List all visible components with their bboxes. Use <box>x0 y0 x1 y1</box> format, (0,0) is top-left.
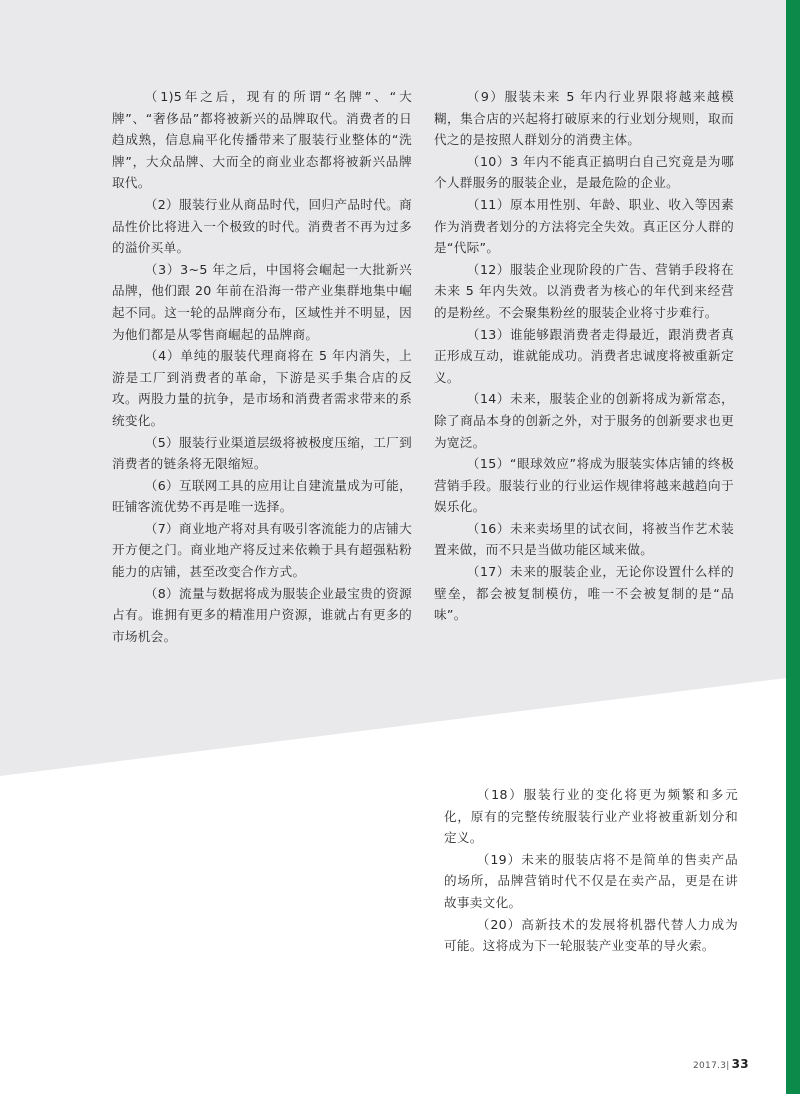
item-17: （17）未来的服装企业，无论你设置什么样的壁垒，都会被复制模仿，唯一不会被复制的是“品味”。 <box>434 564 734 623</box>
item-12: （12）服装企业现阶段的广告、营销手段将在未来 5 年内失效。以消费者为核心的年代到来经营的是粉丝。不会聚集粉丝的服装企业将寸步难行。 <box>434 261 734 320</box>
item-14: （14）未来，服装企业的创新将成为新常态，除了商品本身的创新之外，对于服务的创新要求也更为宽泛。 <box>434 391 734 450</box>
item-16: （16）未来卖场里的试衣间，将被当作艺术装置来做，而不只是当做功能区域来做。 <box>434 520 734 558</box>
item-5: （5）服装行业渠道层级将被极度压缩，工厂到消费者的链条将无限缩短。 <box>112 434 412 472</box>
item-2: （2）服装行业从商品时代，回归产品时代。商品性价比将进入一个极致的时代。消费者不再为过多的溢价买单。 <box>112 196 412 256</box>
item-15: （15）“眼球效应”将成为服装实体店铺的终极营销手段。服装行业的行业运作规律将越来越趋向于娱乐化。 <box>434 456 734 515</box>
item-20: （20）高新技术的发展将机器代替人力成为可能。这将成为下一轮服装产业变革的导火索。 <box>444 916 738 954</box>
page-separator: | <box>726 1061 730 1071</box>
item-8: （8）流量与数据将成为服装企业最宝贵的资源占有。谁拥有更多的精准用户资源，谁就占有更多的市场机会。 <box>112 585 412 644</box>
bottom-column <box>444 784 738 957</box>
item-7: （7）商业地产将对具有吸引客流能力的店铺大开方便之门。商业地产将反过来依赖于具有超强粘粉能力的店铺，甚至改变合作方式。 <box>112 520 412 580</box>
page-number: 33 <box>731 1057 749 1071</box>
item-19: （19）未来的服装店将不是简单的售卖产品的场所，品牌营销时代不仅是在卖产品，更是在讲故事卖文化。 <box>444 851 738 910</box>
item-10: （10）3 年内不能真正搞明白自己究竟是为哪个人群服务的服装企业，是最危险的企业。 <box>434 153 734 191</box>
issue-date: 2017.3 <box>693 1061 727 1071</box>
page-footer <box>693 1057 749 1071</box>
item-6: （6）互联网工具的应用让自建流量成为可能，旺铺客流优势不再是唯一选择。 <box>112 477 412 515</box>
green-accent-bar <box>786 0 800 1094</box>
item-11: （11）原本用性别、年龄、职业、收入等因素作为消费者划分的方法将完全失效。真正区分人群的是“代际”。 <box>434 196 734 256</box>
item-4: （4）单纯的服装代理商将在 5 年内消失，上游是工厂到消费者的革命，下游是买手集合店的反攻。两股力量的抗争，是市场和消费者需求带来的系统变化。 <box>112 348 412 428</box>
item-1: （1)5年之后，现有的所谓“名牌”、“大牌”、“奢侈品”都将被新兴的品牌取代。消费者的日趋成熟，信息扁平化传播带来了服装行业整体的“洗牌”，大众品牌、大而全的商业业态都将被新兴品牌取代。 <box>112 89 412 191</box>
item-18: （18）服装行业的变化将更为频繁和多元化，原有的完整传统服装行业产业将被重新划分和定义。 <box>444 787 738 846</box>
item-13: （13）谁能够跟消费者走得最近，跟消费者真正形成互动，谁就能成功。消费者忠诚度将被重新定义。 <box>434 326 734 385</box>
right-column <box>434 86 734 626</box>
left-column <box>112 86 412 647</box>
item-9: （9）服装未来 5 年内行业界限将越来越模糊，集合店的兴起将打破原来的行业划分规则，取而代之的是按照人群划分的消费主体。 <box>434 89 734 148</box>
item-3: （3）3~5 年之后，中国将会崛起一大批新兴品牌，他们跟 20 年前在沿海一带产业集群地集中崛起不同。这一轮的品牌商分布，区域性并不明显，因为他们都是从零售商崛起的品牌商。 <box>112 261 412 342</box>
